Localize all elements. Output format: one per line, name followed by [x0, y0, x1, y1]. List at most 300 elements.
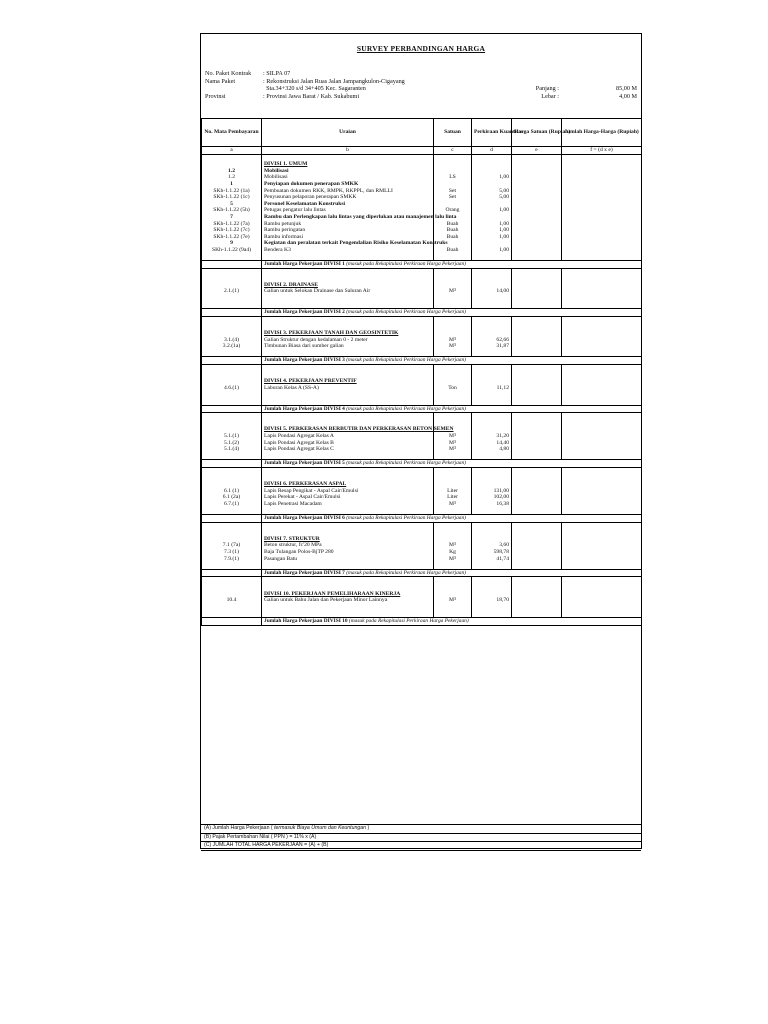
blank-cell	[262, 604, 434, 611]
blank-cell	[434, 365, 472, 372]
division-sum-row	[202, 460, 642, 468]
blank-cell	[434, 529, 472, 536]
blank-cell	[262, 529, 434, 536]
table-row	[202, 168, 642, 175]
blank-row	[202, 413, 642, 420]
blank-cell	[562, 562, 642, 569]
table-row	[202, 188, 642, 195]
blank-cell	[262, 154, 434, 161]
sum-note: (masuk pada Rekapitulasi Perkiraan Harga Pekerjaan)	[346, 460, 466, 467]
blank-cell	[262, 522, 434, 529]
item-number: 5.1.(2)	[202, 440, 262, 447]
col-letter: f = (d x e)	[562, 147, 642, 155]
blank-cell	[262, 268, 434, 275]
blank-cell	[562, 398, 642, 405]
blank-cell	[202, 584, 262, 591]
panjang-label: Panjang :	[535, 85, 559, 92]
table-row	[202, 343, 642, 350]
item-total	[562, 549, 642, 556]
sum-label: Jumlah Harga Pekerjaan DIVISI 1	[264, 261, 345, 268]
blank-cell	[512, 507, 562, 514]
item-quantity: 3,60	[472, 542, 512, 549]
item-number	[202, 330, 262, 337]
item-quantity: 131,00	[472, 488, 512, 495]
item-unit-price	[512, 343, 562, 350]
item-quantity: 31,20	[472, 433, 512, 440]
blank-cell	[262, 584, 434, 591]
item-unit-price	[512, 161, 562, 168]
item-description: Pembuatan dokumen RKK, RMPK, RKPPL, dan RMLLI	[262, 188, 434, 195]
item-quantity	[472, 214, 512, 221]
blank-row	[202, 562, 642, 569]
blank-cell	[472, 475, 512, 482]
blank-cell	[202, 604, 262, 611]
item-total	[562, 385, 642, 392]
blank-cell	[562, 522, 642, 529]
item-unit-price	[512, 214, 562, 221]
blank-row	[202, 275, 642, 282]
item-unit-price	[512, 227, 562, 234]
table-row	[202, 433, 642, 440]
item-total	[562, 440, 642, 447]
col-letter: d	[472, 147, 512, 155]
item-description: Lapis Perekat - Aspal Cair/Emulsi	[262, 494, 434, 501]
item-description: DIVISI 2. DRAINASE	[262, 282, 434, 289]
item-number: 1.2	[202, 168, 262, 175]
item-unit-price	[512, 201, 562, 208]
item-unit-price	[512, 207, 562, 214]
item-description: Galian Struktur dengan kedalaman 0 - 2 meter	[262, 337, 434, 344]
item-total	[562, 330, 642, 337]
item-description: Mobilisasi	[262, 168, 434, 175]
item-unit-price	[512, 188, 562, 195]
blank-row	[202, 302, 642, 309]
blank-cell	[472, 372, 512, 379]
division-sum-text	[262, 357, 642, 365]
blank-cell	[472, 323, 512, 330]
footer-line-a: (A) Jumlah Harga Pekerjaan ( termasuk Biaya Umum dan Keuntungan )	[201, 824, 641, 833]
item-unit-price	[512, 288, 562, 295]
blank-cell	[202, 453, 262, 460]
item-description: Penyusunan pelaporan penerapan SMKK	[262, 194, 434, 201]
item-quantity: 598,78	[472, 549, 512, 556]
item-quantity	[472, 330, 512, 337]
item-total	[562, 426, 642, 433]
blank-cell	[202, 577, 262, 584]
blank-cell	[512, 268, 562, 275]
info-label: Nama Paket	[205, 77, 236, 85]
sum-spacer	[202, 515, 262, 523]
item-unit-price	[512, 542, 562, 549]
item-total	[562, 194, 642, 201]
blank-cell	[562, 295, 642, 302]
blank-cell	[472, 350, 512, 357]
sum-note: (masuk pada Rekapitulasi Perkiraan Harga Pekerjaan)	[346, 515, 466, 522]
blank-cell	[262, 420, 434, 427]
division-sum-row	[202, 261, 642, 269]
blank-cell	[434, 522, 472, 529]
item-description: Mobilisasi	[262, 174, 434, 181]
blank-cell	[562, 529, 642, 536]
item-unit-price	[512, 591, 562, 598]
item-description: DIVISI 3. PEKERJAAN TANAH DAN GEOSINTETIK	[262, 330, 434, 337]
blank-cell	[262, 507, 434, 514]
blank-cell	[562, 154, 642, 161]
blank-cell	[434, 577, 472, 584]
blank-cell	[562, 413, 642, 420]
sum-note: (masuk pada Rekapitulasi Perkiraan Harga Pekerjaan)	[346, 261, 466, 268]
blank-row	[202, 507, 642, 514]
blank-cell	[512, 522, 562, 529]
sum-label: Jumlah Harga Pekerjaan DIVISI 7	[264, 569, 345, 576]
item-total	[562, 207, 642, 214]
sum-note: (masuk pada Rekapitulasi Perkiraan Harga Pekerjaan)	[346, 405, 466, 412]
item-description: Galian untuk Selokan Drainase dan Saluran Air	[262, 288, 434, 295]
blank-cell	[512, 391, 562, 398]
blank-cell	[202, 475, 262, 482]
item-unit-price	[512, 240, 562, 247]
blank-row	[202, 475, 642, 482]
item-description: Penyiapan dokumen penerapan SMKK	[262, 181, 434, 188]
item-description: DIVISI 10. PEKERJAAN PEMELIHARAAN KINERJA	[262, 591, 434, 598]
sum-label: Jumlah Harga Pekerjaan DIVISI 6	[264, 515, 345, 522]
item-description: DIVISI 4. PEKERJAAN PREVENTIF	[262, 378, 434, 385]
blank-row	[202, 254, 642, 261]
blank-cell	[472, 467, 512, 474]
blank-cell	[512, 254, 562, 261]
item-number: 4.6.(1)	[202, 385, 262, 392]
item-total	[562, 282, 642, 289]
blank-cell	[262, 453, 434, 460]
header-uraian: Uraian	[262, 119, 434, 147]
item-unit: $M^3$	[434, 440, 472, 447]
item-description: Baja Tulangan Polos-BjTP 280	[262, 549, 434, 556]
table-row	[202, 240, 642, 247]
blank-cell	[434, 154, 472, 161]
sum-label: Jumlah Harga Pekerjaan DIVISI 3	[264, 357, 345, 364]
blank-cell	[512, 475, 562, 482]
table-row	[202, 501, 642, 508]
sum-note: (masuk pada Rekapitulasi Perkiraan Harga Pekerjaan)	[346, 309, 466, 316]
blank-cell	[434, 398, 472, 405]
blank-cell	[472, 154, 512, 161]
blank-cell	[262, 365, 434, 372]
blank-cell	[434, 316, 472, 323]
item-unit-price	[512, 536, 562, 543]
item-total	[562, 433, 642, 440]
table-row	[202, 227, 642, 234]
blank-row	[202, 522, 642, 529]
blank-cell	[434, 295, 472, 302]
item-number	[202, 426, 262, 433]
blank-cell	[562, 350, 642, 357]
item-unit: Ton	[434, 385, 472, 392]
table-row	[202, 378, 642, 385]
header-satuan: Satuan	[434, 119, 472, 147]
item-number: 3.1.(4)	[202, 337, 262, 344]
item-total	[562, 597, 642, 604]
item-number: 10.4	[202, 597, 262, 604]
item-quantity: 18,70	[472, 597, 512, 604]
col-letter: c	[434, 147, 472, 155]
division-sum-text	[262, 460, 642, 468]
blank-cell	[562, 453, 642, 460]
table-row	[202, 488, 642, 495]
blank-cell	[262, 295, 434, 302]
item-unit-price	[512, 194, 562, 201]
sum-note: (masuk pada Rekapitulasi Perkiraan Harga Pekerjaan)	[346, 569, 466, 576]
division-sum-text	[262, 617, 642, 625]
table-row	[202, 440, 642, 447]
item-number	[202, 161, 262, 168]
item-description: Rambu dan Perlengkapan lalu lintas yang diperlukan atau manajemen lalu linta	[262, 214, 434, 221]
item-description: Lapis Pondasi Agregat Kelas B	[262, 440, 434, 447]
item-quantity: 16,38	[472, 501, 512, 508]
item-unit: Buah	[434, 247, 472, 254]
item-description: Kegiatan dan peralatan terkait Pengendalian Risiko Keselamatan Konstruks	[262, 240, 434, 247]
blank-row	[202, 268, 642, 275]
blank-cell	[472, 302, 512, 309]
blank-cell	[472, 420, 512, 427]
blank-cell	[512, 372, 562, 379]
division-sum-row	[202, 405, 642, 413]
item-unit-price	[512, 433, 562, 440]
item-number: SKh-1.1.22 (5h)	[202, 207, 262, 214]
division-sum-text	[262, 405, 642, 413]
table-row	[202, 282, 642, 289]
info-label: Provinsi	[205, 92, 226, 100]
table-body	[202, 119, 642, 626]
blank-cell	[562, 610, 642, 617]
blank-row	[202, 295, 642, 302]
item-quantity: 1,00	[472, 234, 512, 241]
blank-cell	[512, 577, 562, 584]
table-row	[202, 247, 642, 254]
blank-cell	[472, 610, 512, 617]
item-total	[562, 188, 642, 195]
item-unit: $M^3$	[434, 337, 472, 344]
item-total	[562, 481, 642, 488]
table-row	[202, 549, 642, 556]
blank-cell	[202, 302, 262, 309]
item-unit-price	[512, 446, 562, 453]
sum-label: Jumlah Harga Pekerjaan DIVISI 5	[264, 460, 345, 467]
item-quantity: 1,00	[472, 247, 512, 254]
blank-row	[202, 372, 642, 379]
table-row	[202, 337, 642, 344]
item-number: SKh-1.1.22 (1a)	[202, 188, 262, 195]
blank-cell	[202, 365, 262, 372]
blank-cell	[202, 467, 262, 474]
blank-cell	[562, 365, 642, 372]
blank-cell	[512, 350, 562, 357]
header-harga-satuan: Harga Satuan (Rupiah)	[512, 119, 562, 147]
item-quantity	[472, 378, 512, 385]
blank-row	[202, 391, 642, 398]
item-quantity: 41,74	[472, 556, 512, 563]
item-unit: Set	[434, 188, 472, 195]
item-unit: $M^3$	[434, 597, 472, 604]
blank-cell	[512, 275, 562, 282]
item-description: Rambu petunjuk	[262, 221, 434, 228]
blank-cell	[512, 420, 562, 427]
division-sum-text	[262, 569, 642, 577]
table-row	[202, 174, 642, 181]
blank-cell	[512, 610, 562, 617]
table-row	[202, 481, 642, 488]
blank-cell	[202, 268, 262, 275]
item-number: 2.1.(1)	[202, 288, 262, 295]
table-row	[202, 542, 642, 549]
item-quantity: 1,00	[472, 207, 512, 214]
item-total	[562, 247, 642, 254]
blank-cell	[472, 295, 512, 302]
blank-cell	[202, 413, 262, 420]
table-row	[202, 288, 642, 295]
blank-cell	[202, 507, 262, 514]
item-description: DIVISI 6. PERKERASAN ASPAL	[262, 481, 434, 488]
blank-row	[202, 467, 642, 474]
blank-cell	[262, 577, 434, 584]
item-number: 5.1.(4)	[202, 446, 262, 453]
blank-cell	[472, 453, 512, 460]
item-number: 6.7.(1)	[202, 501, 262, 508]
blank-cell	[562, 507, 642, 514]
item-unit	[434, 181, 472, 188]
blank-cell	[434, 604, 472, 611]
item-unit-price	[512, 556, 562, 563]
blank-row	[202, 453, 642, 460]
blank-cell	[434, 275, 472, 282]
division-sum-row	[202, 357, 642, 365]
sum-note: (masuk pada Rekapitulasi Perkiraan Harga Pekerjaan)	[348, 617, 469, 624]
item-unit-price	[512, 426, 562, 433]
item-quantity: 102,00	[472, 494, 512, 501]
item-unit-price	[512, 337, 562, 344]
blank-cell	[262, 610, 434, 617]
blank-cell	[562, 467, 642, 474]
item-description: Laburan Kelas A (SS-A)	[262, 385, 434, 392]
blank-cell	[472, 604, 512, 611]
item-quantity	[472, 181, 512, 188]
item-unit	[434, 481, 472, 488]
item-number: SKh-1.1.22 (9a4)	[202, 247, 262, 254]
info-label: No. Paket Kontrak	[205, 70, 252, 77]
blank-cell	[262, 398, 434, 405]
info-value: : SILPA 07	[263, 70, 291, 77]
blank-cell	[472, 398, 512, 405]
blank-cell	[202, 391, 262, 398]
sum-spacer	[202, 261, 262, 269]
item-number: 7.9.(1)	[202, 556, 262, 563]
blank-cell	[434, 302, 472, 309]
blank-cell	[434, 475, 472, 482]
blank-cell	[434, 254, 472, 261]
item-total	[562, 240, 642, 247]
blank-cell	[512, 467, 562, 474]
item-quantity: 5,00	[472, 188, 512, 195]
sum-spacer	[202, 405, 262, 413]
item-number: 7	[202, 214, 262, 221]
sum-label: Jumlah Harga Pekerjaan DIVISI 2	[264, 309, 345, 316]
item-number: 6.1 (2a)	[202, 494, 262, 501]
item-unit-price	[512, 488, 562, 495]
item-description: Timbunan Biasa dari sumber galian	[262, 343, 434, 350]
item-number: 5.1.(1)	[202, 433, 262, 440]
item-description: Lapis Pondasi Agregat Kelas A	[262, 433, 434, 440]
item-number: 1	[202, 181, 262, 188]
blank-cell	[202, 610, 262, 617]
blank-cell	[512, 604, 562, 611]
item-unit-price	[512, 494, 562, 501]
item-total	[562, 488, 642, 495]
blank-cell	[202, 275, 262, 282]
item-unit-price	[512, 440, 562, 447]
sum-spacer	[202, 309, 262, 317]
blank-cell	[512, 584, 562, 591]
blank-cell	[262, 302, 434, 309]
blank-cell	[202, 254, 262, 261]
blank-cell	[562, 577, 642, 584]
item-total	[562, 446, 642, 453]
item-unit: Kg	[434, 549, 472, 556]
blank-cell	[472, 562, 512, 569]
blank-cell	[434, 268, 472, 275]
division-sum-row	[202, 515, 642, 523]
blank-cell	[202, 420, 262, 427]
item-quantity	[472, 240, 512, 247]
info-label	[205, 85, 251, 93]
sum-spacer	[202, 357, 262, 365]
blank-cell	[562, 372, 642, 379]
item-description: DIVISI 5. PERKERASAN BERBUTIR DAN PERKERASAN BETON SEMEN	[262, 426, 434, 433]
item-unit	[434, 201, 472, 208]
item-unit-price	[512, 168, 562, 175]
table-row	[202, 446, 642, 453]
blank-cell	[562, 323, 642, 330]
blank-cell	[562, 584, 642, 591]
blank-row	[202, 154, 642, 161]
item-number: SKh-1.1.22 (7e)	[202, 234, 262, 241]
item-quantity: 62,66	[472, 337, 512, 344]
item-number: 7.1 (7a)	[202, 542, 262, 549]
item-number: 6.1 (1)	[202, 488, 262, 495]
item-number: SKh-1.1.22 (7c)	[202, 227, 262, 234]
blank-cell	[472, 507, 512, 514]
item-total	[562, 227, 642, 234]
item-unit: Orang	[434, 207, 472, 214]
item-quantity: 1,00	[472, 174, 512, 181]
item-quantity	[472, 282, 512, 289]
item-total	[562, 501, 642, 508]
header-no: No. Mata Pembayaran	[202, 119, 262, 147]
header-jumlah: Jumlah Harga-Harga (Rupiah)	[562, 119, 642, 147]
item-number: SKh-1.1.22 (7a)	[202, 221, 262, 228]
item-quantity	[472, 481, 512, 488]
blank-cell	[434, 420, 472, 427]
item-number: 7.3 (1)	[202, 549, 262, 556]
blank-cell	[202, 398, 262, 405]
sum-note: (masuk pada Rekapitulasi Perkiraan Harga Pekerjaan)	[346, 357, 466, 364]
item-number: SKh-1.1.22 (1c)	[202, 194, 262, 201]
blank-cell	[434, 350, 472, 357]
item-unit-price	[512, 549, 562, 556]
sum-spacer	[202, 460, 262, 468]
division-sum-row	[202, 569, 642, 577]
blank-cell	[262, 562, 434, 569]
blank-cell	[434, 467, 472, 474]
item-quantity: 31,87	[472, 343, 512, 350]
